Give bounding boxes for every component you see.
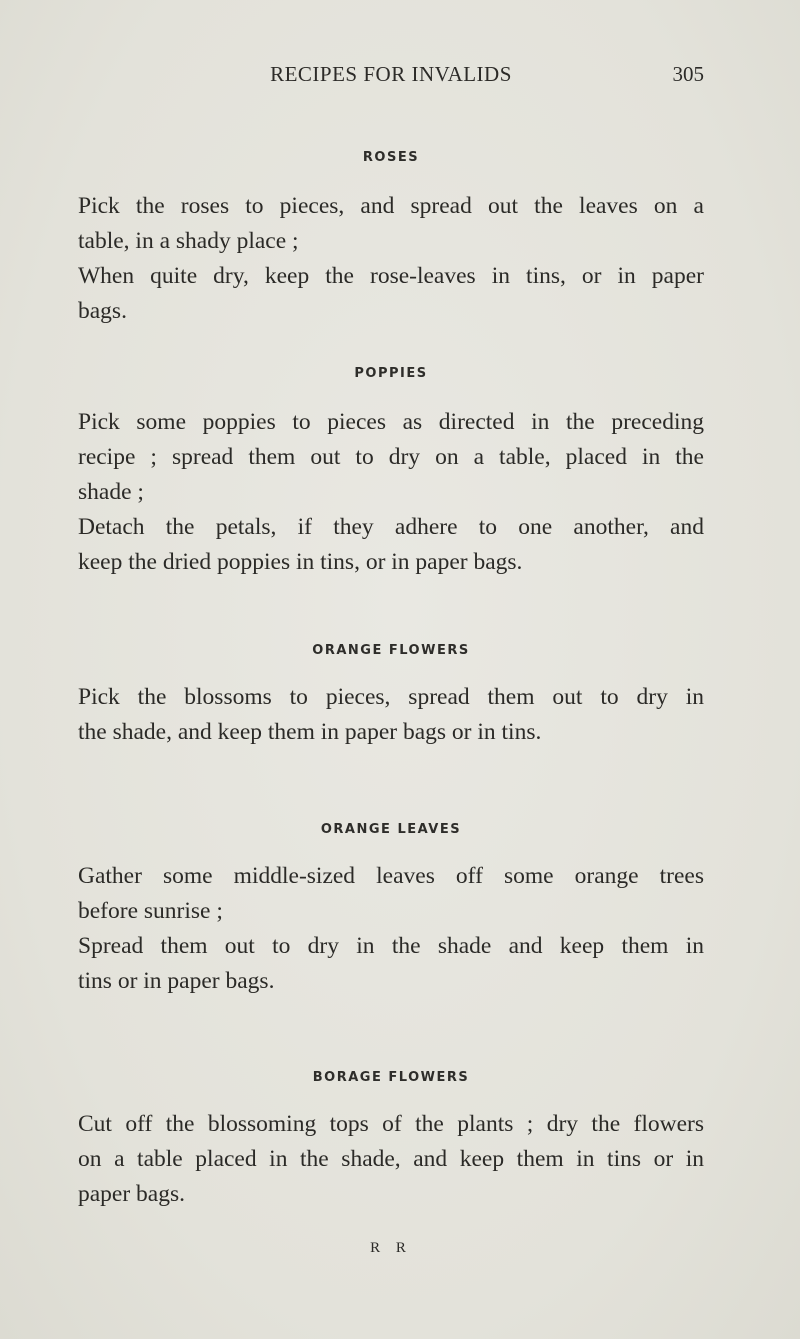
section-heading: ROSES [362,150,420,165]
section-orange-flowers [78,643,704,750]
text-line: shade ; [78,479,144,505]
text-line: Cut off the blossoming tops of the plants ; dry the flowers [78,1111,704,1137]
text-line: Pick the blossoms to pieces, spread them out to dry in [78,684,704,710]
paragraph [78,259,704,329]
section-borage-flowers [78,1070,704,1212]
text-line: bags. [78,298,127,324]
paragraph [78,1107,704,1212]
text-line: table, in a shady place ; [78,228,299,254]
section-poppies [78,366,704,580]
section-heading: ORANGE LEAVES [320,822,462,837]
text-line: Pick some poppies to pieces as directed in the preceding [78,409,704,435]
page-number: 305 [672,62,704,86]
text-line: recipe ; spread them out to dry on a table, placed in the [78,444,704,470]
paragraph [78,929,704,999]
text-line: Spread them out to dry in the shade and keep them in [78,933,704,959]
paragraph [78,189,704,259]
text-line: keep the dried poppies in tins, or in paper bags. [78,549,523,575]
section-roses [78,150,704,329]
paragraph [78,859,704,929]
text-line: Pick the roses to pieces, and spread out the leaves on a [78,193,704,219]
text-line: When quite dry, keep the rose-leaves in tins, or in paper [78,263,704,289]
section-heading: ORANGE FLOWERS [312,643,470,658]
paragraph [78,405,704,510]
text-line: on a table placed in the shade, and keep them in tins or in [78,1146,704,1172]
running-title: RECIPES FOR INVALIDS [270,62,512,86]
section-heading: BORAGE FLOWERS [312,1070,470,1085]
running-head [78,62,704,92]
paragraph [78,510,704,580]
text-line: paper bags. [78,1181,186,1207]
text-line: Gather some middle-sized leaves off some orange trees [78,863,704,889]
text-line: tins or in paper bags. [78,968,275,994]
section-heading: POPPIES [354,366,428,381]
text-line: Detach the petals, if they adhere to one another, and [78,514,704,540]
section-orange-leaves [78,822,704,999]
text-line: before sunrise ; [78,898,223,924]
signature-mark: R R [370,1240,412,1256]
text-line: the shade, and keep them in paper bags or in tins. [78,719,542,745]
paragraph [78,680,704,750]
